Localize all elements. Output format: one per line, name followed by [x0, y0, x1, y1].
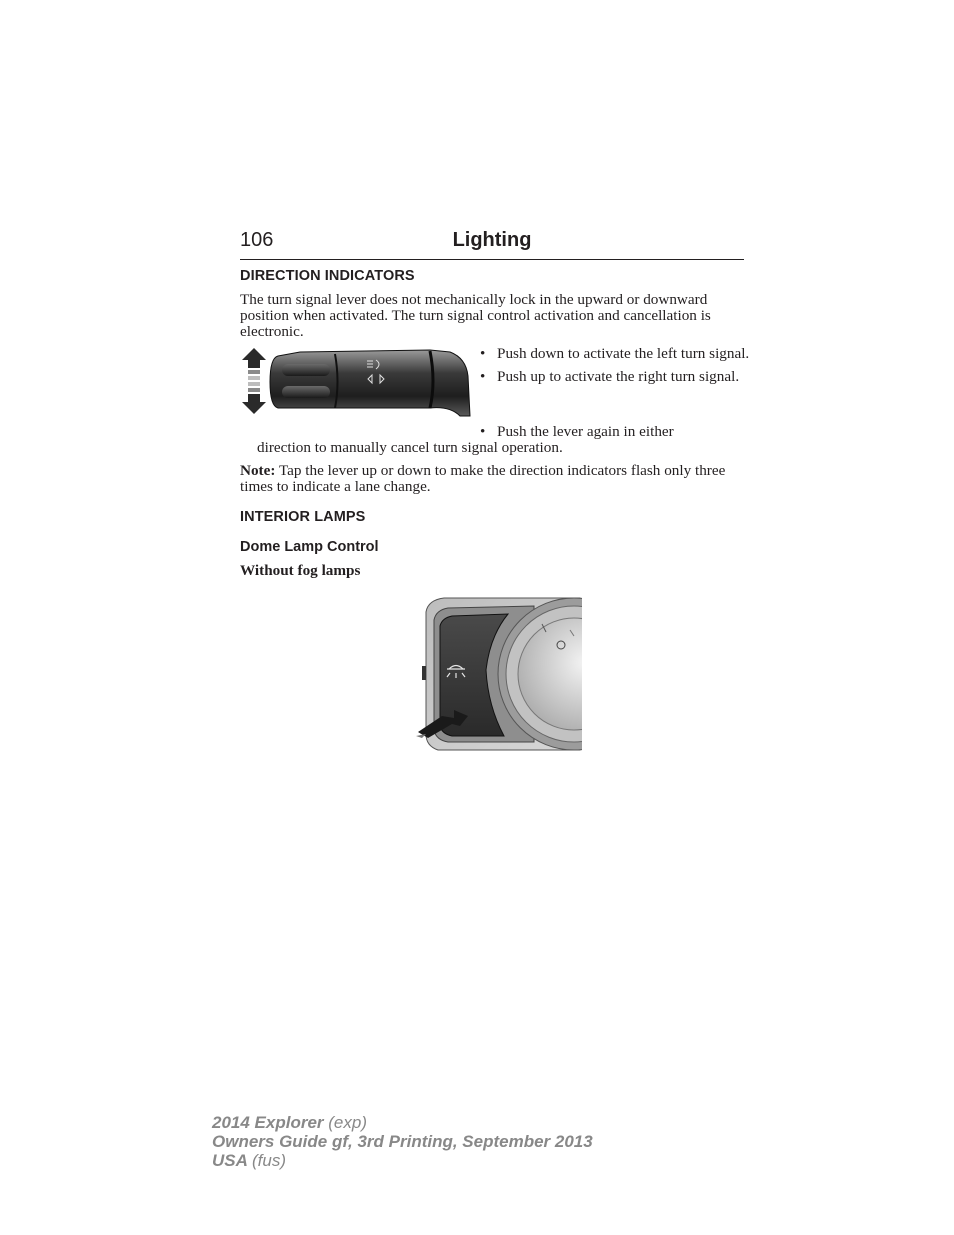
up-down-arrow-icon — [242, 348, 266, 414]
footer-region-line: USA (fus) — [212, 1151, 286, 1170]
bullet-item: • Push down to activate the left turn signal. — [480, 345, 750, 362]
bullet-item-continuation: direction to manually cancel turn signal operation. — [257, 439, 563, 456]
caption-without-fog-lamps: Without fog lamps — [240, 562, 361, 579]
footer-model-line: 2014 Explorer (exp) — [212, 1113, 367, 1132]
dome-lamp-control-illustration — [414, 596, 582, 754]
bullet-item: • Push the lever again in either — [480, 423, 674, 440]
bullet-item: • Push up to activate the right turn signal. — [480, 368, 740, 385]
page-footer — [212, 1113, 593, 1170]
footer-guide-line: Owners Guide gf, 3rd Printing, September 2013 — [212, 1132, 593, 1151]
note-paragraph — [240, 463, 740, 495]
page-header — [240, 229, 744, 260]
page-number: 106 — [240, 229, 274, 251]
section-heading-interior-lamps: INTERIOR LAMPS — [240, 509, 366, 525]
note-label: Note: — [240, 462, 276, 479]
turn-signal-lever-illustration — [240, 346, 472, 418]
direction-indicators-intro: The turn signal lever does not mechanically lock in the upward or downward position when activated. The turn signal control activation and cancellation is electronic. — [240, 291, 711, 340]
section-heading-direction-indicators: DIRECTION INDICATORS — [240, 268, 415, 284]
turn-signal-bullet-list — [480, 346, 750, 392]
page-title: Lighting — [452, 229, 532, 251]
subheading-dome-lamp-control: Dome Lamp Control — [240, 539, 379, 555]
note-text: Tap the lever up or down to make the direction indicators flash only three times to indicate a lane change. — [240, 462, 726, 495]
